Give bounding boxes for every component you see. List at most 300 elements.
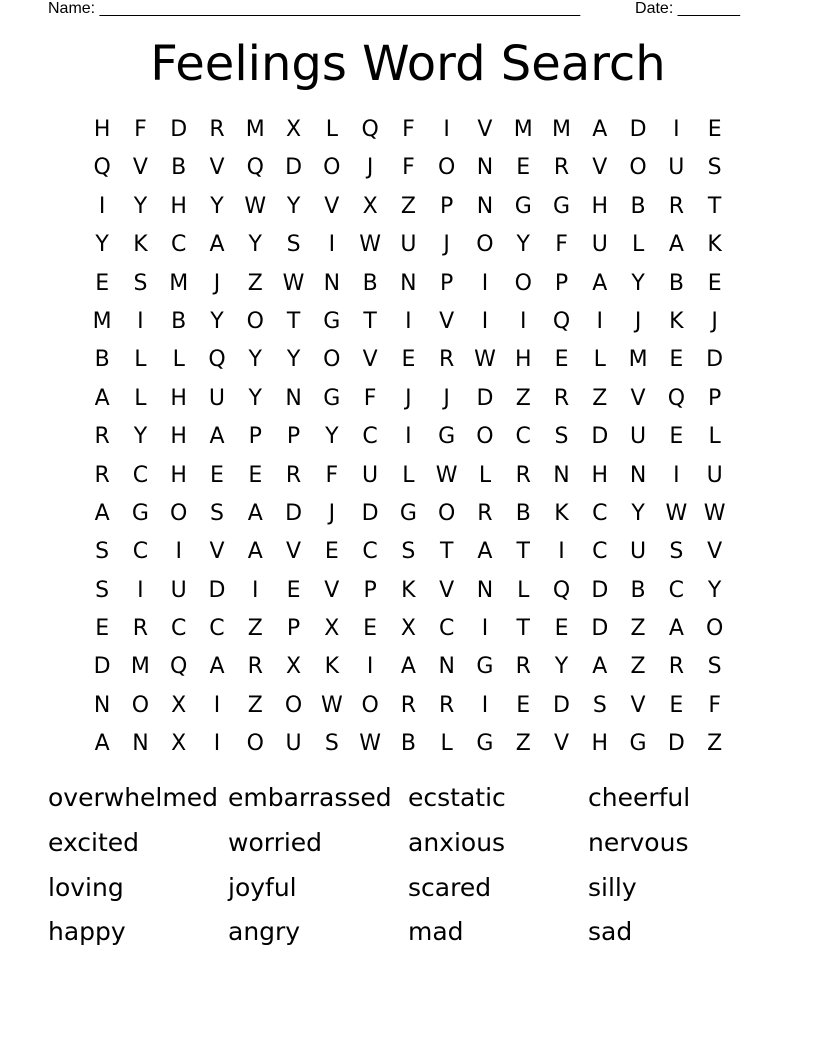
grid-letter: L	[134, 347, 147, 373]
grid-letter: Y	[95, 232, 109, 258]
grid-letter: M	[130, 654, 150, 680]
grid-letter: R	[439, 347, 455, 373]
grid-letter: Y	[286, 193, 301, 219]
word-list-item: ecstatic	[408, 783, 506, 812]
grid-letter: K	[401, 577, 416, 603]
grid-row	[83, 418, 734, 456]
grid-letter: Y	[631, 500, 645, 526]
grid-letter: X	[171, 731, 187, 757]
grid-letter: U	[170, 577, 187, 603]
grid-letter: A	[209, 654, 225, 680]
grid-letter: B	[515, 500, 531, 526]
grid-letter: Y	[516, 232, 530, 258]
grid-letter: A	[94, 731, 110, 757]
grid-letter: Z	[247, 270, 263, 296]
grid-letter: F	[325, 462, 339, 488]
grid-letter: C	[668, 577, 685, 603]
grid-letter: V	[324, 193, 340, 219]
word-list-item: loving	[48, 872, 124, 902]
grid-letter: X	[286, 117, 302, 142]
grid-letter: I	[481, 692, 489, 718]
grid-row	[83, 188, 734, 226]
grid-letter: B	[630, 193, 646, 219]
grid-letter: Y	[554, 654, 569, 680]
grid-letter: D	[591, 424, 609, 450]
grid-letter: M	[245, 117, 265, 142]
grid-letter: O	[131, 692, 150, 718]
grid-row	[83, 725, 734, 763]
grid-row	[83, 572, 734, 610]
grid-letter: X	[286, 654, 302, 680]
date-field-label: Date: _______	[635, 0, 740, 17]
grid-letter: L	[517, 577, 530, 603]
grid-letter: I	[175, 539, 182, 565]
grid-letter: A	[477, 539, 493, 565]
grid-letter: E	[95, 270, 110, 296]
grid-letter: C	[362, 424, 378, 450]
grid-letter: U	[285, 731, 302, 757]
grid-letter: K	[133, 232, 148, 258]
grid-letter: Q	[552, 308, 571, 334]
grid-letter: V	[630, 385, 646, 411]
grid-letter: S	[401, 539, 416, 565]
grid-letter: V	[362, 347, 378, 373]
grid-letter: E	[554, 616, 569, 642]
grid-letter: J	[213, 270, 221, 296]
grid-letter: S	[554, 424, 569, 450]
grid-letter: S	[95, 539, 110, 565]
grid-letter: Y	[248, 385, 262, 411]
grid-letter: H	[591, 193, 609, 219]
grid-letter: S	[286, 232, 301, 258]
grid-letter: H	[591, 462, 609, 488]
grid-letter: D	[553, 692, 570, 718]
grid-letter: I	[673, 117, 680, 142]
grid-letter: I	[481, 308, 489, 334]
grid-letter: O	[246, 308, 264, 334]
grid-letter: I	[481, 270, 489, 296]
grid-letter: B	[171, 308, 187, 334]
grid-row	[83, 265, 734, 303]
grid-letter: R	[439, 692, 455, 718]
grid-letter: X	[171, 692, 187, 718]
grid-letter: I	[328, 232, 336, 258]
word-list-item: excited	[48, 827, 140, 857]
grid-letter: H	[170, 462, 187, 488]
grid-letter: G	[438, 424, 456, 450]
grid-letter: H	[170, 193, 187, 219]
grid-letter: Z	[247, 616, 263, 642]
letter-grid	[83, 111, 734, 764]
grid-letter: F	[708, 692, 721, 718]
grid-letter: Y	[133, 424, 148, 450]
grid-letter: E	[707, 117, 722, 142]
grid-letter: T	[707, 193, 722, 219]
grid-letter: E	[401, 347, 416, 373]
grid-letter: P	[286, 424, 301, 450]
grid-letter: K	[324, 654, 340, 680]
grid-letter: C	[438, 616, 455, 642]
grid-letter: W	[474, 347, 496, 373]
grid-letter: O	[438, 500, 456, 526]
grid-letter: U	[591, 232, 608, 258]
grid-letter: J	[366, 155, 374, 181]
grid-letter: V	[209, 155, 225, 181]
grid-letter: I	[596, 308, 604, 334]
grid-letter: W	[703, 500, 726, 526]
grid-letter: S	[669, 539, 684, 565]
grid-row	[83, 226, 734, 264]
grid-letter: L	[708, 424, 721, 450]
grid-letter: W	[244, 193, 267, 219]
grid-letter: V	[209, 539, 225, 565]
word-list-item: angry	[228, 917, 301, 947]
grid-letter: U	[668, 155, 685, 181]
grid-letter: V	[592, 155, 608, 181]
grid-letter: F	[363, 385, 377, 411]
grid-letter: D	[591, 577, 609, 603]
grid-letter: W	[435, 462, 458, 488]
grid-letter: C	[592, 500, 608, 526]
page-title: Feelings Word Search	[150, 36, 666, 92]
grid-letter: R	[132, 616, 149, 642]
grid-letter: A	[400, 654, 416, 680]
grid-letter: R	[285, 462, 302, 488]
grid-letter: E	[554, 347, 569, 373]
grid-letter: Y	[286, 347, 301, 373]
grid-letter: I	[673, 462, 680, 488]
grid-letter: C	[171, 232, 187, 258]
grid-letter: Z	[630, 616, 646, 642]
word-list-item: sad	[588, 917, 633, 947]
grid-letter: S	[707, 654, 722, 680]
grid-letter: A	[592, 270, 608, 296]
grid-letter: C	[209, 616, 225, 642]
grid-letter: K	[707, 232, 722, 258]
grid-letter: E	[516, 692, 531, 718]
word-list-item: mad	[408, 917, 464, 947]
grid-letter: D	[629, 117, 647, 142]
grid-letter: V	[630, 692, 646, 718]
grid-letter: D	[476, 385, 494, 411]
grid-letter: Z	[707, 731, 723, 757]
grid-letter: V	[286, 539, 302, 565]
grid-row	[83, 610, 734, 648]
grid-letter: P	[554, 270, 569, 296]
grid-letter: G	[552, 193, 571, 219]
grid-letter: G	[323, 385, 341, 411]
grid-row	[83, 533, 734, 571]
grid-letter: Y	[210, 193, 224, 219]
grid-letter: G	[514, 193, 532, 219]
grid-letter: I	[252, 577, 259, 603]
grid-letter: S	[133, 270, 148, 296]
word-list-item: scared	[408, 872, 492, 902]
grid-letter: N	[323, 270, 341, 296]
grid-letter: E	[516, 155, 531, 181]
grid-letter: A	[247, 539, 263, 565]
grid-letter: J	[405, 385, 412, 411]
grid-letter: P	[708, 385, 722, 411]
grid-letter: E	[669, 424, 684, 450]
grid-row	[83, 457, 734, 495]
grid-letter: N	[285, 385, 302, 411]
grid-letter: V	[324, 577, 340, 603]
grid-letter: Q	[246, 155, 264, 181]
grid-letter: W	[320, 692, 343, 718]
word-list-item: embarrassed	[228, 783, 392, 812]
grid-letter: J	[443, 385, 450, 411]
word-list-item: cheerful	[588, 783, 691, 812]
grid-letter: F	[402, 155, 415, 181]
grid-letter: V	[553, 731, 570, 757]
grid-letter: Z	[247, 692, 263, 718]
grid-letter: B	[630, 577, 646, 603]
grid-letter: D	[285, 500, 303, 526]
grid-letter: D	[285, 155, 303, 181]
grid-letter: O	[514, 270, 532, 296]
grid-letter: B	[94, 347, 110, 373]
grid-letter: Q	[170, 654, 188, 680]
grid-letter: S	[707, 155, 722, 181]
word-list-item: silly	[588, 872, 637, 902]
grid-letter: C	[132, 462, 149, 488]
grid-letter: E	[363, 616, 378, 642]
grid-letter: R	[94, 462, 110, 488]
grid-letter: Z	[592, 385, 608, 411]
grid-letter: A	[94, 385, 110, 411]
grid-letter: H	[591, 731, 609, 757]
word-list-item: overwhelmed	[48, 783, 218, 812]
grid-letter: V	[132, 155, 148, 181]
grid-letter: I	[405, 424, 412, 450]
grid-letter: E	[669, 347, 684, 373]
grid-letter: O	[323, 347, 341, 373]
grid-letter: Y	[325, 424, 339, 450]
grid-letter: O	[246, 731, 264, 757]
grid-letter: E	[248, 462, 263, 488]
grid-letter: Z	[400, 193, 416, 219]
grid-letter: S	[324, 731, 339, 757]
grid-letter: A	[209, 424, 225, 450]
grid-letter: R	[209, 117, 225, 142]
grid-letter: N	[400, 270, 417, 296]
grid-letter: C	[132, 539, 149, 565]
grid-letter: I	[405, 308, 412, 334]
grid-row	[83, 648, 734, 686]
grid-letter: A	[592, 117, 608, 142]
grid-letter: Q	[361, 117, 379, 142]
grid-letter: H	[170, 385, 187, 411]
grid-letter: F	[555, 232, 568, 258]
grid-letter: F	[134, 117, 147, 142]
grid-letter: R	[515, 654, 531, 680]
grid-letter: A	[247, 500, 263, 526]
grid-row	[83, 303, 734, 341]
grid-letter: M	[628, 347, 648, 373]
grid-letter: B	[400, 731, 416, 757]
grid-letter: Q	[208, 347, 226, 373]
grid-letter: G	[629, 731, 647, 757]
grid-letter: R	[515, 462, 531, 488]
word-list-item: anxious	[408, 827, 506, 857]
grid-letter: C	[171, 616, 187, 642]
grid-letter: Z	[515, 731, 531, 757]
grid-letter: X	[324, 616, 340, 642]
grid-letter: O	[438, 155, 456, 181]
grid-letter: Q	[667, 385, 686, 411]
grid-letter: M	[513, 117, 533, 142]
grid-letter: U	[630, 424, 647, 450]
grid-letter: X	[400, 616, 416, 642]
grid-letter: H	[170, 424, 187, 450]
grid-letter: K	[669, 308, 684, 334]
grid-letter: H	[93, 117, 111, 142]
header-line	[48, 0, 740, 18]
grid-letter: I	[519, 308, 527, 334]
grid-letter: L	[593, 347, 606, 373]
grid-letter: R	[477, 500, 493, 526]
grid-letter: E	[669, 692, 684, 718]
grid-letter: G	[476, 731, 494, 757]
grid-letter: T	[516, 539, 530, 565]
grid-letter: S	[210, 500, 224, 526]
grid-letter: A	[668, 616, 684, 642]
grid-letter: N	[438, 654, 455, 680]
grid-letter: A	[209, 232, 225, 258]
grid-letter: U	[362, 462, 379, 488]
grid-letter: R	[247, 654, 263, 680]
grid-letter: V	[477, 117, 493, 142]
grid-letter: N	[93, 692, 111, 718]
grid-letter: C	[362, 539, 378, 565]
grid-letter: C	[515, 424, 531, 450]
grid-letter: W	[359, 232, 381, 258]
grid-letter: U	[400, 232, 417, 258]
grid-letter: R	[553, 155, 570, 181]
grid-letter: R	[400, 692, 417, 718]
grid-letter: Q	[93, 155, 111, 181]
grid-letter: D	[667, 731, 685, 757]
grid-letter: T	[286, 308, 301, 334]
grid-letter: E	[210, 462, 224, 488]
grid-row	[83, 111, 734, 149]
word-list	[48, 776, 768, 955]
word-list-item: joyful	[228, 872, 297, 902]
word-list-item: happy	[48, 917, 126, 947]
grid-letter: G	[323, 308, 341, 334]
grid-letter: U	[208, 385, 226, 411]
grid-letter: D	[170, 117, 188, 142]
grid-letter: O	[170, 500, 188, 526]
grid-letter: G	[476, 654, 494, 680]
grid-letter: W	[359, 731, 381, 757]
grid-letter: I	[443, 117, 450, 142]
grid-letter: Y	[248, 232, 262, 258]
grid-letter: I	[137, 577, 144, 603]
grid-row	[83, 380, 734, 418]
grid-letter: P	[440, 193, 454, 219]
grid-letter: Y	[133, 193, 148, 219]
grid-letter: O	[361, 692, 379, 718]
grid-letter: O	[476, 424, 494, 450]
grid-letter: L	[631, 232, 645, 258]
grid-letter: R	[668, 654, 684, 680]
grid-letter: M	[552, 117, 571, 142]
grid-letter: B	[171, 155, 187, 181]
grid-letter: Y	[707, 577, 722, 603]
grid-row	[83, 495, 734, 533]
grid-letter: O	[476, 232, 494, 258]
grid-letter: E	[95, 616, 110, 642]
grid-letter: L	[172, 347, 185, 373]
grid-letter: N	[629, 462, 647, 488]
grid-letter: E	[286, 577, 301, 603]
grid-letter: L	[325, 117, 338, 142]
word-list-item: nervous	[588, 827, 689, 857]
grid-letter: N	[476, 155, 494, 181]
grid-letter: B	[362, 270, 378, 296]
name-field-label: Name: ______________________________________________________	[48, 0, 581, 17]
grid-row	[83, 149, 734, 187]
grid-letter: I	[558, 539, 565, 565]
grid-letter: S	[95, 577, 110, 603]
grid-letter: D	[706, 347, 724, 373]
grid-letter: S	[592, 692, 607, 718]
grid-letter: A	[592, 654, 608, 680]
grid-letter: V	[707, 539, 723, 565]
grid-letter: I	[213, 731, 221, 757]
grid-letter: J	[328, 500, 336, 526]
grid-letter: Y	[210, 308, 224, 334]
grid-letter: V	[439, 308, 455, 334]
grid-letter: D	[93, 654, 111, 680]
grid-letter: C	[592, 539, 608, 565]
grid-letter: U	[706, 462, 723, 488]
grid-letter: W	[665, 500, 688, 526]
grid-letter: O	[629, 155, 647, 181]
grid-letter: O	[705, 616, 724, 642]
grid-letter: N	[476, 577, 494, 603]
grid-letter: Q	[552, 577, 571, 603]
grid-letter: I	[366, 654, 374, 680]
grid-letter: Z	[515, 385, 531, 411]
grid-letter: I	[137, 308, 144, 334]
grid-letter: P	[286, 616, 301, 642]
grid-letter: V	[439, 577, 455, 603]
grid-letter: L	[478, 462, 492, 488]
grid-letter: R	[94, 424, 110, 450]
grid-letter: P	[248, 424, 262, 450]
grid-letter: N	[132, 731, 149, 757]
grid-letter: Y	[248, 347, 262, 373]
grid-row	[83, 687, 734, 725]
grid-letter: E	[324, 539, 339, 565]
grid-letter: B	[668, 270, 684, 296]
grid-letter: H	[514, 347, 532, 373]
grid-letter: F	[402, 117, 415, 142]
grid-letter: L	[440, 731, 453, 757]
grid-letter: G	[399, 500, 417, 526]
grid-row	[83, 341, 734, 379]
grid-letter: T	[439, 539, 454, 565]
grid-letter: P	[440, 270, 454, 296]
grid-letter: O	[323, 155, 341, 181]
grid-letter: N	[476, 193, 494, 219]
grid-letter: O	[284, 692, 303, 718]
word-list-item: worried	[228, 827, 323, 857]
grid-letter: T	[363, 308, 377, 334]
